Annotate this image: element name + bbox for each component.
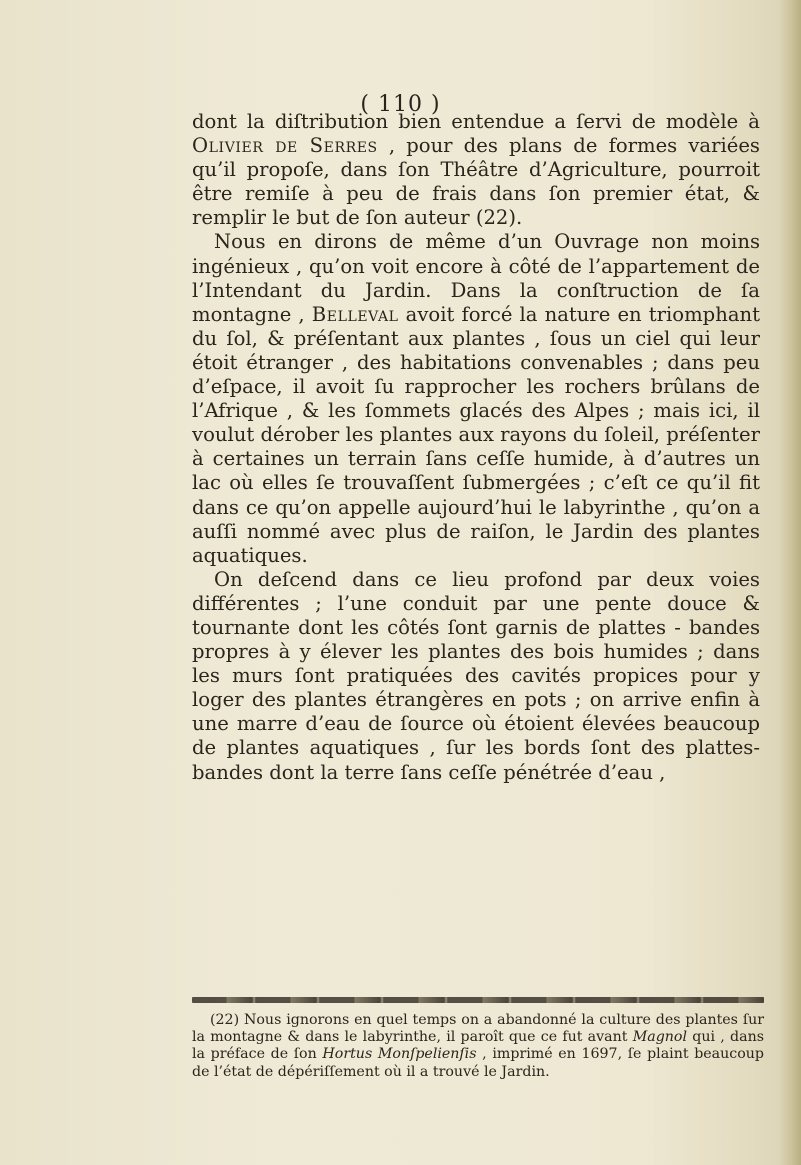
text-run: , pour des plans de formes variées qu’il propoſe, dans ſon Théâtre d’Agriculture, pourroit être remiſe à peu de frais dans ſon premier état, & remplir le but de ſon auteur (22). xyxy=(192,134,760,230)
paragraph xyxy=(192,230,760,567)
text-run: (22) Nous ignorons en quel temps on a abandonné la culture des plantes ſur la montagne & dans le labyrinthe, il paroît que ce fut avant xyxy=(192,1012,764,1046)
text-run: dont la diſtribution bien entendue a ſervi de modèle à xyxy=(192,110,760,133)
footnote-text xyxy=(192,1012,764,1081)
paragraph xyxy=(192,110,760,230)
text-run: , imprimé en 1697, ſe plaint beaucoup de l’état de dépériſſement où il a trouvé le Jardin. xyxy=(192,1046,764,1080)
book-title: Hortus Monſpelienſis xyxy=(322,1046,477,1063)
page-edge-shadow xyxy=(779,0,801,1165)
page-number: ( 110 ) xyxy=(360,92,441,117)
author-name-belleval: Belleval xyxy=(311,302,399,326)
footnote xyxy=(192,1012,764,1081)
main-text xyxy=(192,110,760,785)
paragraph xyxy=(192,568,760,785)
author-name-olivier-de-serres: Olivier de Serres xyxy=(192,134,378,158)
text-run: Nous en dirons de même d’un Ouvrage non moins ingénieux , qu’on voit encore à côté de l’appartement de l’Intendant du Jardin. Dans la conſtruction de ſa montagne , xyxy=(192,230,760,326)
footnote-separator-rule xyxy=(192,997,764,1003)
author-name-magnol: Magnol xyxy=(632,1029,688,1046)
text-run: On deſcend dans ce lieu profond par deux voies différentes ; l’une conduit par une pente douce & tournante dont les côtés ſont garnis de plattes - bandes propres à y élever les plantes des bois humides ; dans les murs ſont pratiquées des cavités propices pour y loger des plantes étrangères en pots ; on arrive enfin à une marre d’eau de ſource où étoient élevées beaucoup de plantes aquatiques , ſur les bords ſont des plattes-bandes dont la terre ſans ceſſe pénétrée d’eau , xyxy=(192,567,760,784)
text-run: qui , dans la préface de ſon xyxy=(192,1029,764,1063)
text-run: avoit forcé la nature en triomphant du ſol, & préſentant aux plantes , ſous un ciel qui leur étoit étranger , des habitations convenables ; dans peu d’eſpace, il avoit ſu rapprocher les rochers brûlans de l’Afrique , & les ſommets glacés des Alpes ; mais ici, il voulut dérober les plantes aux rayons du ſoleil, préſenter à certaines un terrain ſans ceſſe humide, à d’autres un lac où elles ſe trouvaſſent ſubmergées ; c’eſt ce qu’il fit dans ce qu’on appelle aujourd’hui le labyrinthe , qu’on a auſſi nommé avec plus de raiſon, le Jardin des plantes aquatiques. xyxy=(192,302,761,567)
